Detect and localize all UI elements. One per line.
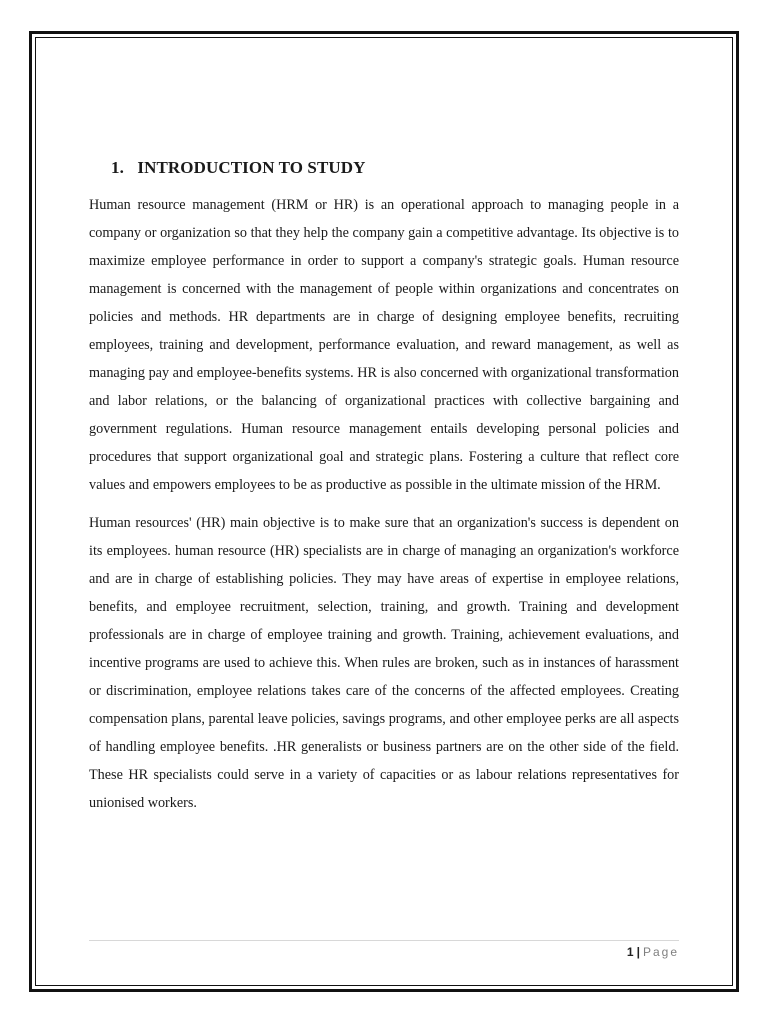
footer-separator: | xyxy=(636,945,640,959)
section-heading xyxy=(111,155,679,181)
footer-divider xyxy=(89,940,679,941)
document-body xyxy=(89,155,679,827)
paragraph-1: Human resource management (HRM or HR) is an operational approach to managing people in a company or organization so that they help the company gain a competitive advantage. Its objective is to maximize employee performance in order to support a company's strategic goals. Human resource management is concerned with the management of people within organizations and concentrates on policies and methods. HR departments are in charge of designing employee benefits, recruiting employees, training and development, performance evaluation, and reward management, as well as managing pay and employee-benefits systems. HR is also concerned with organizational transformation and labor relations, or the balancing of organizational practices with collective bargaining and government regulations. Human resource management entails developing personal policies and procedures that support organizational goal and strategic plans. Fostering a culture that reflect core values and empowers employees to be as productive as possible in the ultimate mission of the HRM. xyxy=(89,197,679,493)
page-number: 1 xyxy=(626,945,634,959)
paragraph-2: Human resources' (HR) main objective is to make sure that an organization's success is dependent on its employees. human resource (HR) specialists are in charge of managing an organization's workforce and are in charge of establishing policies. They may have areas of expertise in employee relations, benefits, and employee recruitment, selection, training, and growth. Training and development professionals are in charge of employee training and growth. Training, achievement evaluations, and incentive programs are used to achieve this. When rules are broken, such as in instances of harassment or discrimination, employee relations takes care of the concerns of the affected employees. Creating compensation plans, parental leave policies, savings programs, and other employee perks are all aspects of handling employee benefits. .HR generalists or business partners are on the other side of the field. These HR specialists could serve in a variety of capacities or as labour relations representatives for unionised workers. xyxy=(89,515,679,811)
page-footer xyxy=(89,943,679,961)
page-label: Page xyxy=(642,945,679,959)
section-title: INTRODUCTION TO STUDY xyxy=(137,158,366,177)
section-number: 1. xyxy=(111,158,124,177)
